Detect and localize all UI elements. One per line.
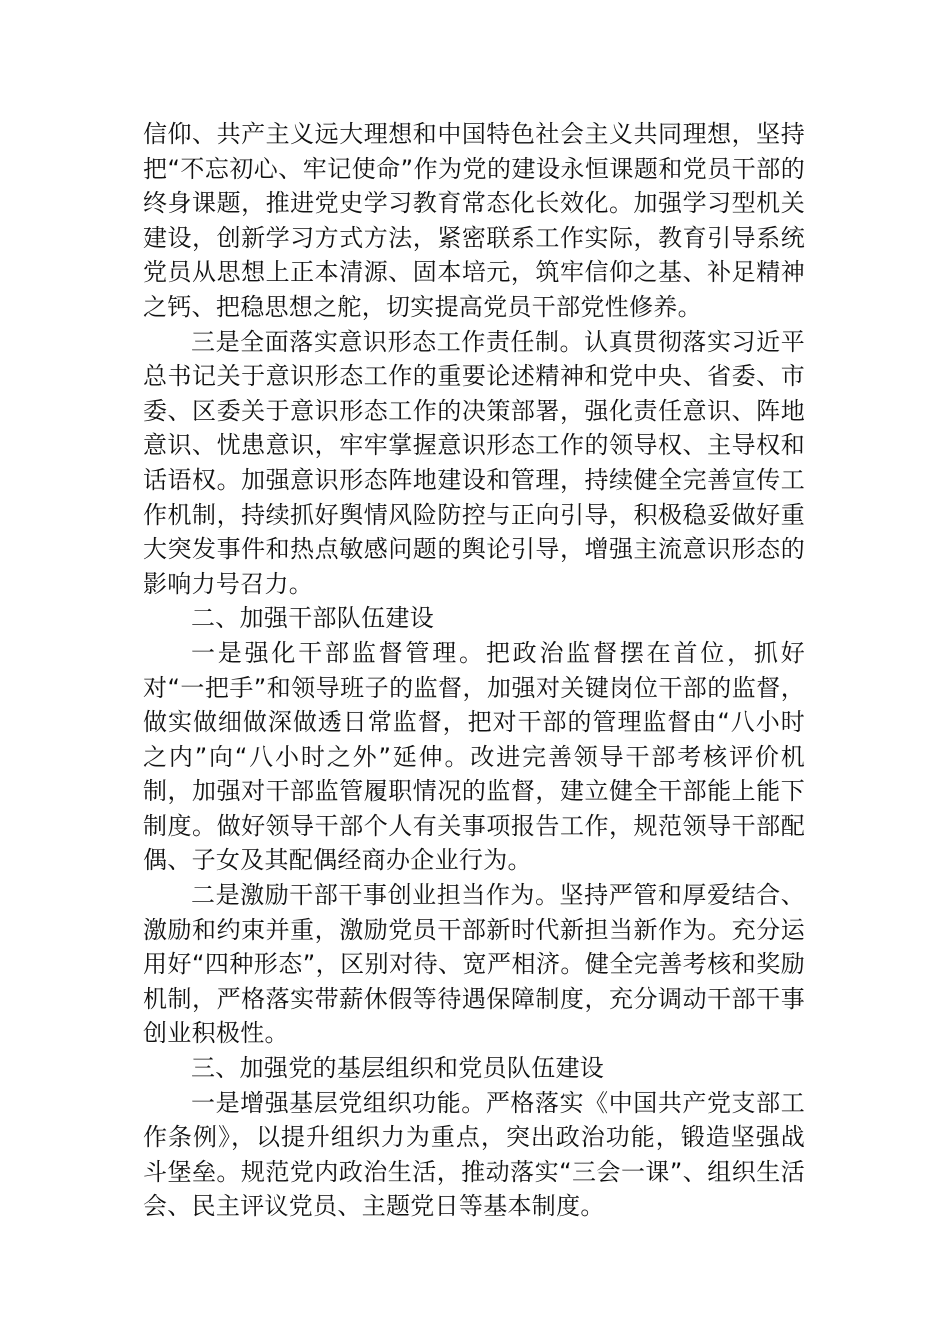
- document-page: [143, 117, 805, 1224]
- section-heading-cadre-team: 二、加强干部队伍建设: [191, 604, 434, 633]
- paragraph-cadre-supervision: 一是强化干部监督管理。把政治监督摆在首位，抓好对“一把手”和领导班子的监督，加强对关键岗位干部的监督，做实做细做深做透日常监督，把对干部的管理监督由“八小时之内”向“八小时之外”延伸。改进完善领导干部考核评价机制，加强对干部监管履职情况的监督，建立健全干部能上能下制度。做好领导干部个人有关事项报告工作，规范领导干部配偶、子女及其配偶经商办企业行为。: [143, 638, 805, 875]
- paragraph-continuation: 信仰、共产主义远大理想和中国特色社会主义共同理想，坚持把“不忘初心、牢记使命”作为党的建设永恒课题和党员干部的终身课题，推进党史学习教育常态化长效化。加强学习型机关建设，创新学习方式方法，紧密联系工作实际，教育引导系统党员从思想上正本清源、固本培元，筑牢信仰之基、补足精神之钙、把稳思想之舵，切实提高党员干部党性修养。: [143, 120, 805, 321]
- paragraph-cadre-incentive: 二是激励干部干事创业担当作为。坚持严管和厚爱结合、激励和约束并重，激励党员干部新时代新担当新作为。充分运用好“四种形态”，区别对待、宽严相济。健全完善考核和奖励机制，严格落实带薪休假等待遇保障制度，充分调动干部干事创业积极性。: [143, 881, 805, 1048]
- paragraph-ideology-responsibility: 三是全面落实意识形态工作责任制。认真贯彻落实习近平总书记关于意识形态工作的重要论述精神和党中央、省委、市委、区委关于意识形态工作的决策部署，强化责任意识、阵地意识、忧患意识，牢牢掌握意识形态工作的领导权、主导权和话语权。加强意识形态阵地建设和管理，持续健全完善宣传工作机制，持续抓好舆情风险防控与正向引导，积极稳妥做好重大突发事件和热点敏感问题的舆论引导，增强主流意识形态的影响力号召力。: [143, 327, 805, 598]
- paragraph-grassroots-function: 一是增强基层党组织功能。严格落实《中国共产党支部工作条例》，以提升组织力为重点，突出政治功能，锻造坚强战斗堡垒。规范党内政治生活，推动落实“三会一课”、组织生活会、民主评议党员、主题党日等基本制度。: [143, 1088, 805, 1221]
- section-heading-grassroots-organization: 三、加强党的基层组织和党员队伍建设: [191, 1054, 605, 1083]
